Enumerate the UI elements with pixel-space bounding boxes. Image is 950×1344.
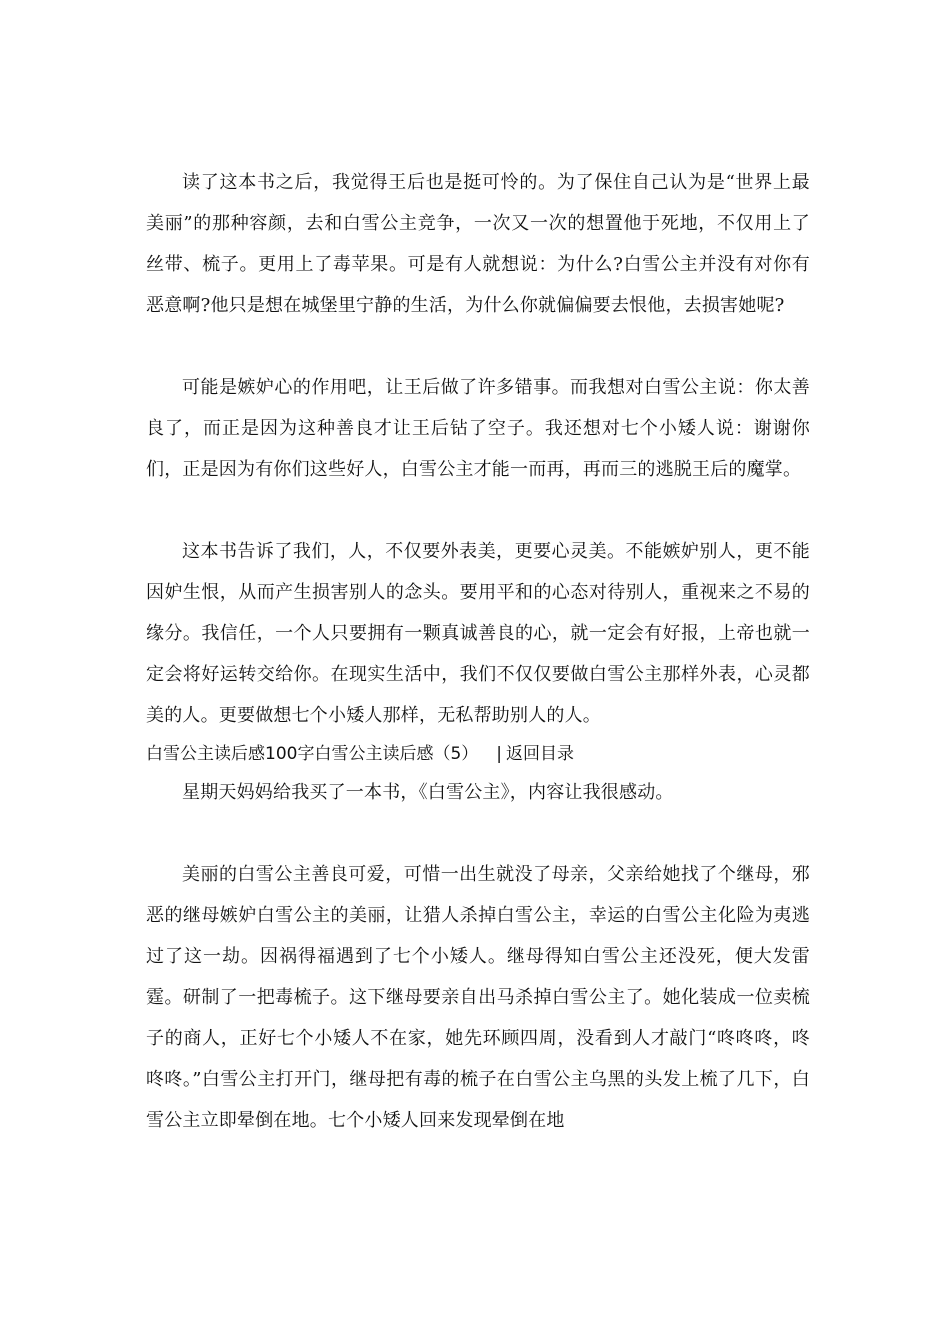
paragraph-spacer bbox=[146, 490, 810, 531]
paragraph-5: 美丽的白雪公主善良可爱，可惜一出生就没了母亲，父亲给她找了个继母，邪恶的继母嫉妒白雪公主的美丽，让猎人杀掉白雪公主，幸运的白雪公主化险为夷逃过了这一劫。因祸得福遇到了七个小矮人。继母得知白雪公主还没死，便大发雷霆。研制了一把毒梳子。这下继母要亲自出马杀掉白雪公主了。她化装成一位卖梳子的商人，正好七个小矮人不在家，她先环顾四周，没看到人才敲门“咚咚咚，咚咚咚。”白雪公主打开门，继母把有毒的梳子在白雪公主乌黑的头发上梳了几下，白雪公主立即晕倒在地。七个小矮人回来发现晕倒在地 bbox=[146, 864, 810, 1131]
paragraph-spacer bbox=[146, 813, 810, 854]
back-to-contents-link[interactable]: 返回目录 bbox=[506, 744, 574, 764]
section-heading-line bbox=[146, 736, 810, 772]
paragraph-4: 星期天妈妈给我买了一本书，《白雪公主》，内容让我很感动。 bbox=[182, 782, 674, 803]
paragraph-3: 这本书告诉了我们，人，不仅要外表美，更要心灵美。不能嫉妒别人，更不能因妒生恨，从而产生损害别人的念头。要用平和的心态对待别人，重视来之不易的缘分。我信任，一个人只要拥有一颗真诚善良的心，就一定会有好报，上帝也就一定会将好运转交给你。在现实生活中，我们不仅仅要做白雪公主那样外表，心灵都美的人。更要做想七个小矮人那样，无私帮助别人的人。 bbox=[146, 541, 810, 726]
paragraph-1: 读了这本书之后，我觉得王后也是挺可怜的。为了保住自己认为是“世界上最美丽”的那种容颜，去和白雪公主竞争，一次又一次的想置他于死地，不仅用上了丝带、梳子。更用上了毒苹果。可是有人就想说：为什么?白雪公主并没有对你有恶意啊?他只是想在城堡里宁静的生活，为什么你就偏偏要去恨他，去损害她呢? bbox=[146, 172, 810, 316]
separator: | bbox=[496, 744, 502, 764]
paragraph-spacer bbox=[146, 326, 810, 367]
document-page bbox=[146, 162, 810, 1141]
section-heading: 白雪公主读后感100字白雪公主读后感（5） bbox=[146, 744, 479, 764]
paragraph-2: 可能是嫉妒心的作用吧，让王后做了许多错事。而我想对白雪公主说：你太善良了，而正是因为这种善良才让王后钻了空子。我还想对七个小矮人说：谢谢你们，正是因为有你们这些好人，白雪公主才能一而再，再而三的逃脱王后的魔掌。 bbox=[146, 377, 810, 480]
